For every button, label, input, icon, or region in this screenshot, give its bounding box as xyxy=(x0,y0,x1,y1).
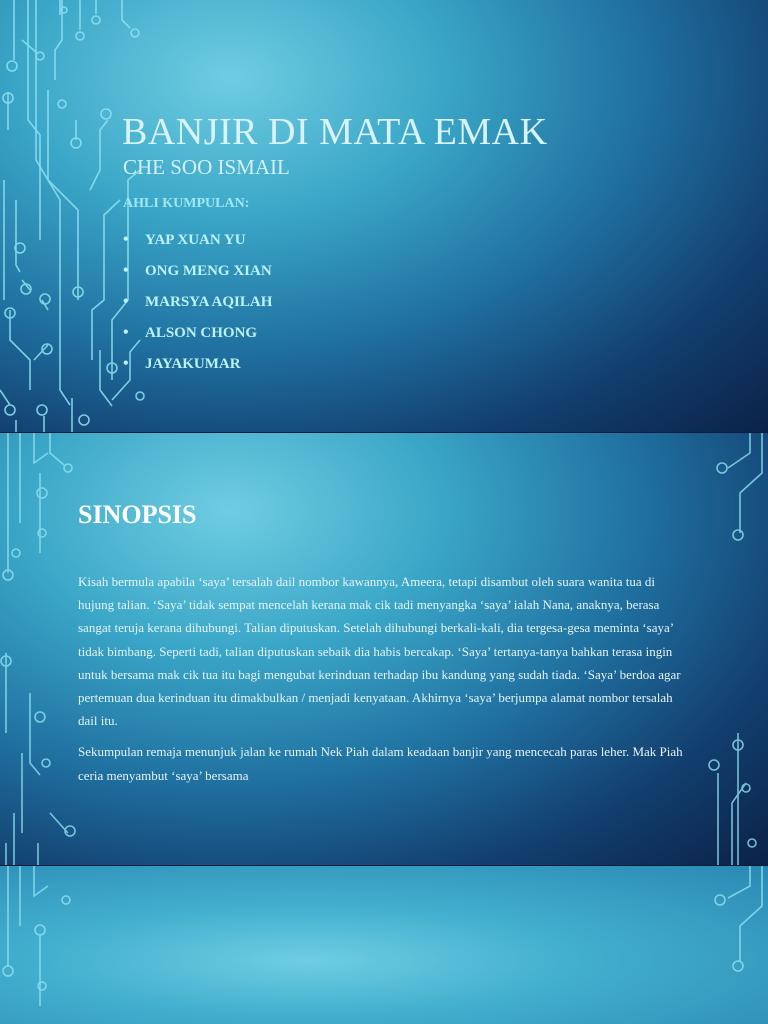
group-members-heading: AHLI KUMPULAN: xyxy=(123,196,250,211)
synopsis-paragraph: Kisah bermula apabila ‘saya’ tersalah dail nombor kawannya, Ameera, tetapi disambut oleh suara wanita tua di hujung talian. ‘Saya’ tidak sempat mencelah kerana mak cik tadi menyangka ‘saya’ ialah Nana, anaknya, berasa sangat teruja kerana dihubungi. Talian diputuskan. Setelah dihubungi berkali-kali, dia tergesa-gesa meminta ‘saya’ tidak bimbang. Seperti tadi, talian diputuskan sebaik dia habis bercakap. ‘Saya’ tertanya-tanya bahkan terasa ingin untuk bersama mak cik tua itu bagi mengubat kerinduan terhadap ibu kandung yang sudah tiada. ‘Saya’ berdoa agar pertemuan dua kerinduan itu dimakbulkan / menjadi kenyataan. Akhirnya ‘saya’ berjumpa alamat nombor tersalah dail itu. xyxy=(78,574,681,729)
list-item xyxy=(123,286,272,317)
presentation-title: BANJIR DI MATA EMAK xyxy=(122,111,548,153)
synopsis-paragraph: Sekumpulan remaja menunjuk jalan ke rumah Nek Piah dalam keadaan banjir yang mencecah paras leher. Mak Piah ceria menyambut ‘saya’ bersama xyxy=(78,744,683,783)
synopsis-slide xyxy=(0,433,768,865)
bullet-icon: • xyxy=(123,292,129,310)
circuit-decoration-right xyxy=(678,433,768,865)
member-name: ONG MENG XIAN xyxy=(145,262,272,279)
member-name: ALSON CHONG xyxy=(145,324,258,341)
next-slide-partial xyxy=(0,866,768,1024)
bullet-icon: • xyxy=(123,261,129,279)
circuit-decoration-left xyxy=(0,866,90,1024)
bullet-icon: • xyxy=(123,230,129,248)
circuit-decoration-right xyxy=(678,866,768,1024)
member-name: JAYAKUMAR xyxy=(145,355,241,372)
bullet-icon: • xyxy=(123,323,129,341)
list-item xyxy=(123,317,272,348)
author-name: CHE SOO ISMAIL xyxy=(123,155,290,179)
list-item xyxy=(123,348,272,379)
synopsis-heading: SINOPSIS xyxy=(78,500,197,529)
group-members-list xyxy=(123,224,272,379)
title-slide xyxy=(0,0,768,432)
member-name: YAP XUAN YU xyxy=(145,231,246,248)
synopsis-body xyxy=(78,570,688,795)
circuit-decoration-left xyxy=(0,433,90,865)
bullet-icon: • xyxy=(123,354,129,372)
list-item xyxy=(123,255,272,286)
member-name: MARSYA AQILAH xyxy=(145,293,273,310)
list-item xyxy=(123,224,272,255)
